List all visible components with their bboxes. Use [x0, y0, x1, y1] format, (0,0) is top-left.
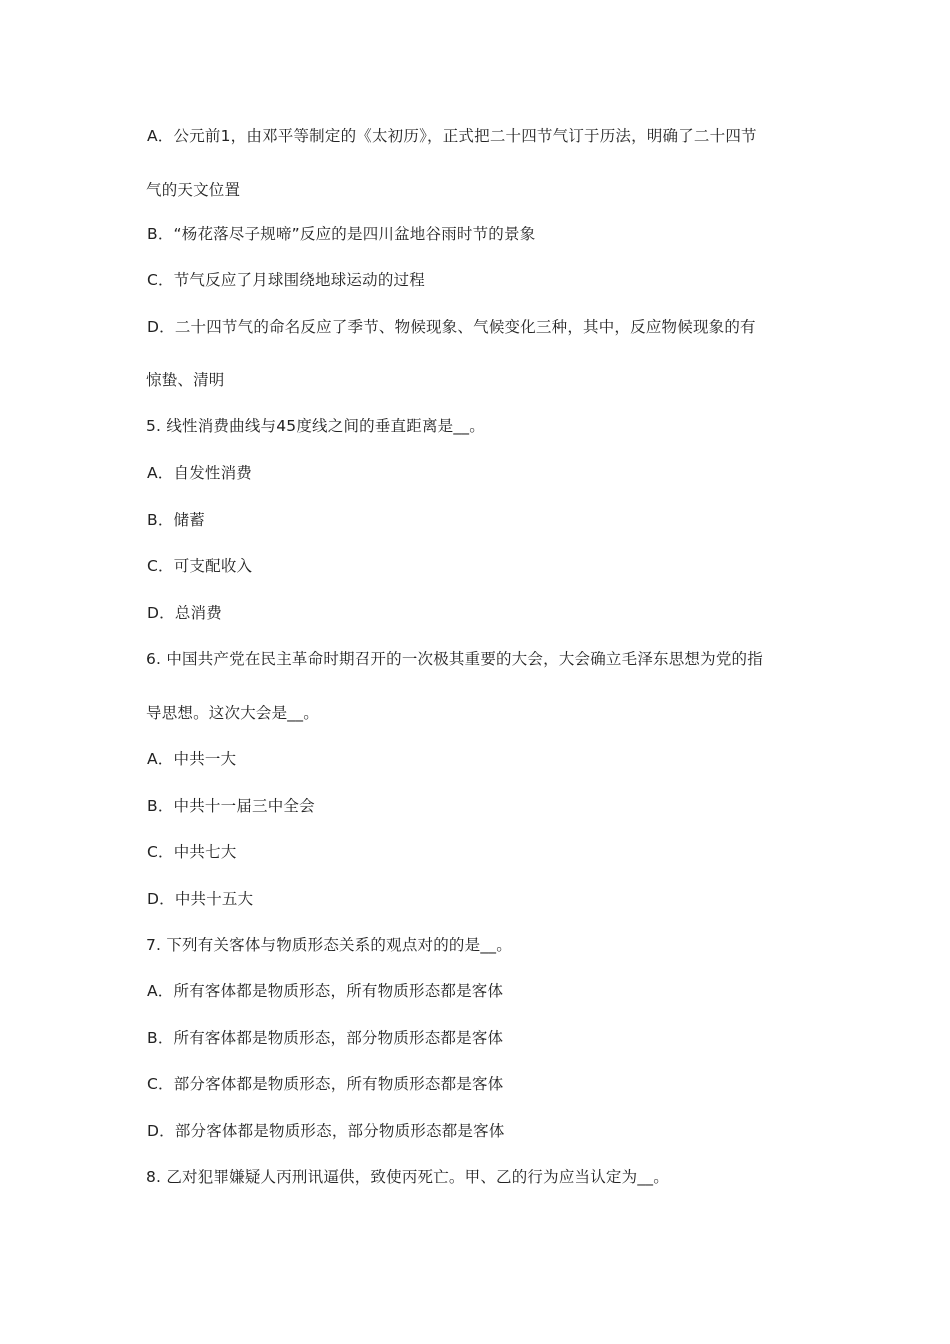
q5-option-a: A．自发性消费: [147, 464, 253, 482]
q6-option-d: D．中共十五大: [147, 890, 254, 908]
q7-option-d: D．部分客体都是物质形态，部分物质形态都是客体: [147, 1122, 505, 1140]
question-7: 7. 下列有关客体与物质形态关系的观点对的的是__。: [146, 936, 512, 954]
question-5: 5. 线性消费曲线与45度线之间的垂直距离是__。: [146, 417, 485, 435]
question-6-line2: 导思想。这次大会是__。: [146, 704, 319, 722]
q4-option-c: C．节气反应了月球围绕地球运动的过程: [147, 271, 425, 289]
question-6-line1: 6. 中国共产党在民主革命时期召开的一次极其重要的大会，大会确立毛泽东思想为党的指: [146, 650, 763, 668]
q6-option-b: B．中共十一届三中全会: [147, 797, 315, 815]
q4-option-d-line2: 惊蛰、清明: [146, 371, 225, 389]
q7-option-a: A．所有客体都是物质形态，所有物质形态都是客体: [147, 982, 504, 1000]
q4-option-a-line2: 气的天文位置: [146, 181, 241, 199]
q6-option-a: A．中共一大: [147, 750, 237, 768]
q7-option-c: C．部分客体都是物质形态，所有物质形态都是客体: [147, 1075, 504, 1093]
q5-option-c: C．可支配收入: [147, 557, 253, 575]
q7-option-b: B．所有客体都是物质形态，部分物质形态都是客体: [147, 1029, 504, 1047]
q4-option-d-line1: D．二十四节气的命名反应了季节、物候现象、气候变化三种，其中，反应物候现象的有: [147, 318, 756, 336]
q4-option-b: B．“杨花落尽子规啼”反应的是四川盆地谷雨时节的景象: [147, 225, 536, 243]
q5-option-b: B．储蓄: [147, 511, 205, 529]
q5-option-d: D．总消费: [147, 604, 222, 622]
q4-option-a-line1: A．公元前1，由邓平等制定的《太初历》，正式把二十四节气订于历法，明确了二十四节: [147, 127, 757, 145]
q6-option-c: C．中共七大: [147, 843, 237, 861]
question-8: 8. 乙对犯罪嫌疑人丙刑讯逼供，致使丙死亡。甲、乙的行为应当认定为__。: [146, 1168, 669, 1186]
